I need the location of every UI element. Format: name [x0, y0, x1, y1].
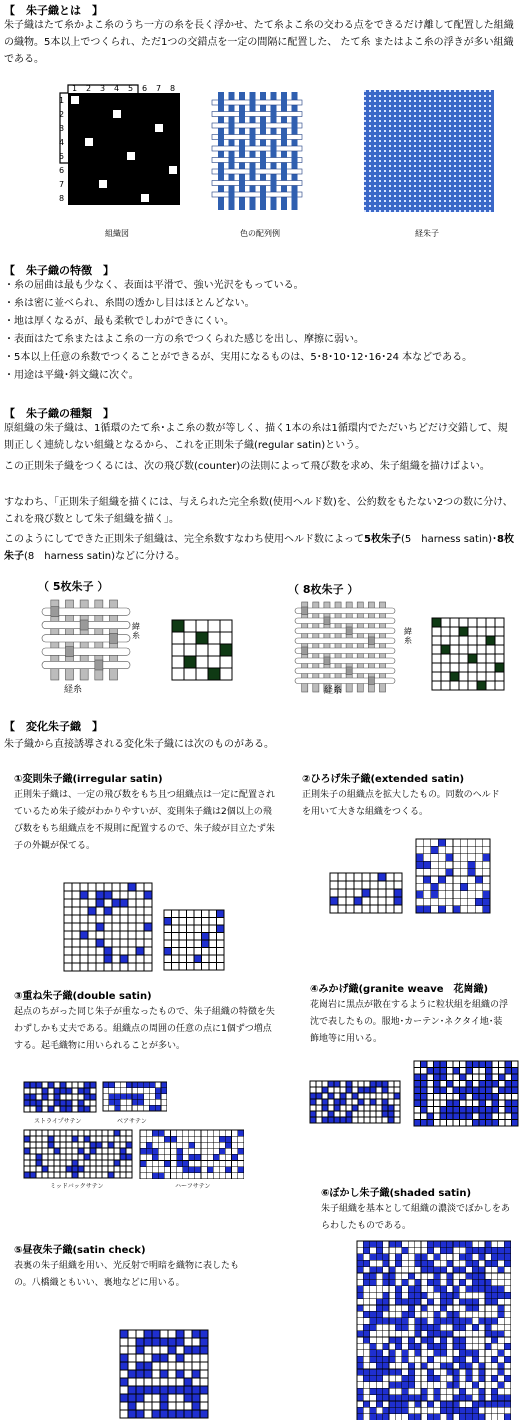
variant-satin-intro: 朱子織から直接誘導される変化朱子織には次のものがある。 [4, 739, 274, 750]
granite-weave-grid-1 [310, 1081, 400, 1126]
warp-label-8: 経糸 [324, 686, 343, 696]
double-satin-sublabel: ストライプサテン [34, 1118, 82, 1125]
satin-features-list [4, 277, 517, 385]
irregular-satin-title: ①変則朱子織(irregular satin) [14, 774, 163, 785]
svg-text:5: 5 [59, 152, 65, 161]
feature-item: ・ 表面はたて糸またはよこ糸の一方の糸でつくられた感じを出し、摩擦に弱い。 [4, 331, 517, 349]
double-satin-desc: 起点のちがった同じ朱子が重なったもので、朱子組織の特徴を失わずしかも丈夫である。組織点の周囲の任意の点に1個ずつ増点する。起毛織物に用いられることが多い。 [14, 1007, 275, 1051]
caption-color-arrangement: 色の配列例 [240, 229, 280, 238]
satin-check-grid [120, 1330, 208, 1418]
granite-weave-grid-2 [414, 1061, 518, 1126]
satin-types-text-4: このようにしてできた正則朱子組織は、完全糸数すなわち使用ヘルド数によって5枚朱子(5 harness satin)･8枚朱子(8 harness satin)などに分ける。 [4, 534, 514, 562]
five-harness-grid [172, 620, 232, 680]
svg-text:1: 1 [59, 96, 65, 105]
double-satin-grid-2 [103, 1082, 167, 1114]
warp-satin-texture [364, 90, 494, 212]
feature-item: ・ 糸は密に並べられ、糸間の透かし目はほとんどない。 [4, 295, 517, 313]
section-heading-satin-features: 【 朱子織の特徴 】 [4, 264, 114, 277]
double-satin-grid-3 [24, 1130, 132, 1180]
double-satin-sublabel: ハーフサテン [175, 1183, 211, 1190]
svg-text:7: 7 [59, 180, 65, 189]
weft-label-8: 緯糸 [404, 627, 412, 645]
svg-text:3: 3 [59, 124, 65, 133]
label-5-harness: （ 5枚朱子 ） [38, 580, 109, 593]
double-satin-grid-4 [140, 1130, 244, 1180]
svg-text:8: 8 [59, 194, 65, 203]
satin-types-text-2: この正則朱子織をつくるには、次の飛び数(counter)の法則によって飛び数を求め、朱子組織を描けばよい。 [4, 461, 490, 472]
satin-check-desc: 表裏の朱子組織を用い、光反射で明暗を織物に表したもの。八橋織ともいい、裏地などに用いる。 [14, 1261, 240, 1288]
satin-weave-diagram [60, 85, 190, 215]
svg-text:2: 2 [59, 110, 65, 119]
svg-text:2: 2 [86, 84, 92, 93]
svg-text:8: 8 [170, 84, 176, 93]
extended-satin-desc: 正則朱子の組織点を拡大したもの。同数のヘルドを用いて大きな組織をつくる。 [302, 790, 500, 817]
extended-satin-title: ②ひろげ朱子織(extended satin) [302, 774, 465, 785]
svg-text:1: 1 [72, 84, 78, 93]
svg-text:4: 4 [114, 84, 120, 93]
double-satin-title: ③重ね朱子織(double satin) [14, 991, 152, 1002]
double-satin-grid-1 [24, 1082, 96, 1114]
eight-harness-grid [432, 618, 512, 698]
double-satin-sublabel: ベアサテン [117, 1118, 147, 1125]
irregular-satin-grid-2 [164, 910, 224, 970]
shaded-satin-title: ⑥ぼかし朱子織(shaded satin) [321, 1188, 472, 1199]
weft-label-5: 緯糸 [132, 622, 140, 640]
section-heading-satin-types: 【 朱子織の種類 】 [4, 407, 114, 420]
feature-item: ・ 地は厚くなるが、最も柔軟でしわができにくい。 [4, 313, 517, 331]
shaded-satin-desc: 朱子組織を基本として組織の濃淡でぼかしをあらわしたものである。 [321, 1204, 511, 1231]
svg-text:7: 7 [156, 84, 162, 93]
feature-item: ・ 糸の屈曲は最も少なく、表面は平滑で、強い光沢をもっている。 [4, 277, 517, 295]
satin-intro-text: 朱子織はたて糸かよこ糸のうち一方の糸を長く浮かせ、たて糸よこ糸の交わる点をできるだけ離して配置した組織の織物。5本以上でつくられ、ただ1つの交錯点を一定の間隔に配置した、 たて糸 またはよこ糸の浮きが多い組織である。 [4, 20, 514, 65]
irregular-satin-desc: 正則朱子織は、一定の飛び数をもち且つ組織点は一定に配置されているため朱子綾がわかりやすいが、変則朱子織は2個以上の飛び数をもち組織点を不規則に配置するので、朱子綾が目立たず朱子の外観が保てる。 [14, 790, 276, 851]
warp-label-5: 経糸 [64, 685, 83, 695]
feature-item: ・ 用途は平織･斜文織に次ぐ。 [4, 367, 517, 385]
svg-text:4: 4 [59, 138, 65, 147]
extended-satin-grid-1 [330, 873, 402, 913]
section-heading-satin-intro: 【 朱子織とは 】 [4, 4, 103, 17]
section-heading-variant-satin: 【 変化朱子織 】 [4, 720, 103, 733]
svg-text:5: 5 [128, 84, 134, 93]
svg-text:3: 3 [100, 84, 106, 93]
color-arrangement-diagram [212, 92, 302, 210]
granite-weave-desc: 花崗岩に黒点が散在するように粒状組を組織の浮沈で表したもの。服地･カーテン･ネクタイ地･装飾地等に用いる。 [310, 1000, 509, 1044]
eight-harness-interlace-diagram [295, 602, 405, 702]
svg-text:6: 6 [142, 84, 148, 93]
satin-check-title: ⑤昼夜朱子織(satin check) [14, 1245, 146, 1256]
extended-satin-grid-2 [416, 839, 490, 913]
label-8-harness: （ 8枚朱子 ） [288, 583, 359, 596]
shaded-satin-grid [357, 1241, 511, 1419]
feature-item: ・ 5本以上任意の糸数でつくることができるが、実用になるものは、5･8･10･12･16･24 本などである。 [4, 349, 517, 367]
irregular-satin-grid-1 [64, 883, 152, 971]
five-harness-interlace-diagram [42, 600, 162, 690]
granite-weave-title: ④みかげ織(granite weave 花崗織) [310, 984, 489, 995]
svg-text:6: 6 [59, 166, 65, 175]
caption-warp-satin: 経朱子 [415, 229, 439, 238]
satin-types-text-3: すなわち、｢正則朱子組織を描くには、与えられた完全糸数(使用ヘルド数)を、公約数をもたない2つの数に分け、これを飛び数として朱子組織を描く｣。 [4, 497, 513, 525]
satin-types-text-1: 原組織の朱子織は、1循環のたて糸･よこ糸の数が等しく、描く1本の糸は1循環内でただいちどだけ交錯して、規則正しく連続しない組織となるから、これを正則朱子織(regular satin)という。 [4, 423, 508, 451]
double-satin-sublabel: ミッドバックサテン [50, 1183, 104, 1190]
caption-weave-diagram: 組織図 [105, 229, 129, 238]
